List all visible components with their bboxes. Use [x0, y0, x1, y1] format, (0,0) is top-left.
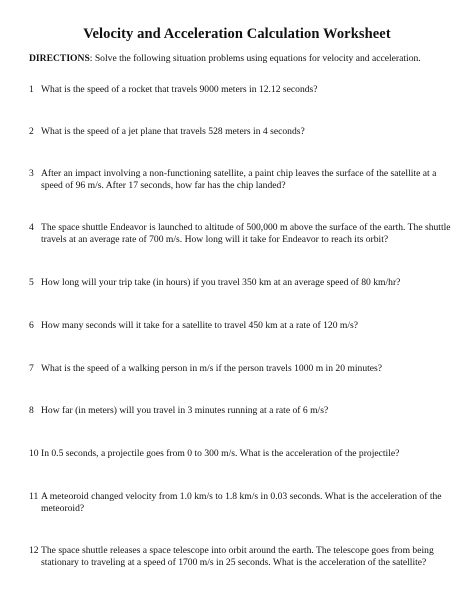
question-number: 2	[29, 126, 34, 137]
question-text: The space shuttle Endeavor is launched to altitude of 500,000 m above the surface of the earth. The shuttle travels at an average rate of 700 m/s. How long will it take for Endeavor to reach its orbit?	[41, 222, 451, 245]
question-number: 11	[29, 491, 39, 502]
question-number: 12	[29, 545, 39, 556]
question-text: After an impact involving a non-functioning satellite, a paint chip leaves the surface of the satellite at a speed of 96 m/s. After 17 seconds, how far has the chip landed?	[41, 168, 437, 191]
question-text: What is the speed of a walking person in m/s if the person travels 1000 m in 20 minutes?	[41, 363, 383, 374]
question-number: 3	[29, 168, 34, 179]
directions-label: DIRECTIONS	[29, 53, 90, 64]
question-text: What is the speed of a rocket that travels 9000 meters in 12.12 seconds?	[41, 84, 318, 95]
question-text: What is the speed of a jet plane that travels 528 meters in 4 seconds?	[41, 126, 305, 137]
worksheet-title: Velocity and Acceleration Calculation Worksheet	[83, 26, 391, 42]
question-number: 5	[29, 277, 34, 288]
question-text: A meteoroid changed velocity from 1.0 km/s to 1.8 km/s in 0.03 seconds. What is the acceleration of the meteoroid?	[41, 491, 442, 514]
directions-text: : Solve the following situation problems using equations for velocity and acceleration.	[89, 53, 421, 64]
question-number: 1	[29, 84, 34, 95]
question-text: How many seconds will it take for a satellite to travel 450 km at a rate of 120 m/s?	[41, 320, 359, 331]
question-number: 4	[29, 222, 34, 233]
question-text: How far (in meters) will you travel in 3 minutes running at a rate of 6 m/s?	[41, 405, 329, 416]
question-text: The space shuttle releases a space telescope into orbit around the earth. The telescope goes from being stationary to traveling at a speed of 1700 m/s in 25 seconds. What is the acceleration of the satellite?	[41, 545, 434, 568]
question-number: 8	[29, 405, 34, 416]
question-text: In 0.5 seconds, a projectile goes from 0 to 300 m/s. What is the acceleration of the projectile?	[41, 448, 400, 459]
question-number: 7	[29, 363, 34, 374]
question-number: 6	[29, 320, 34, 331]
question-number: 10	[29, 448, 39, 459]
directions	[29, 53, 459, 65]
question-text: How long will your trip take (in hours) if you travel 350 km at an average speed of 80 km/hr?	[41, 277, 401, 288]
